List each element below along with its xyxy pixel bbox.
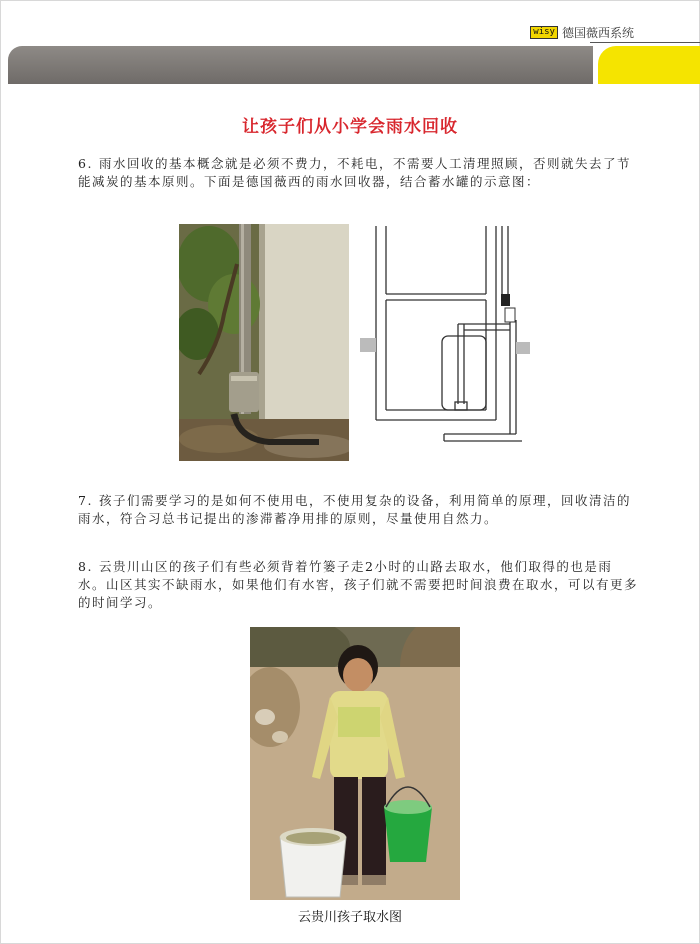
page-title: 让孩子们从小学会雨水回收	[242, 117, 458, 137]
paragraph-8	[78, 558, 638, 612]
paragraph-text: 孩子们需要学习的是如何不使用电，不使用复杂的设备，利用简单的原理，回收清洁的雨水，符合习总书记提出的渗滞蓄净用排的原则，尽量使用自然力。	[78, 493, 631, 526]
paragraph-6	[78, 155, 638, 191]
paragraph-text: 雨水回收的基本概念就是必须不费力，不耗电，不需要人工清理照顾，否则就失去了节能减炭的基本原则。下面是德国薇西的雨水回收器，结合蓄水罐的示意图：	[78, 156, 631, 189]
brand-name: 德国薇西系统	[561, 26, 634, 40]
brand	[530, 24, 634, 41]
brand-underline	[590, 42, 700, 43]
header-yellow-tab	[598, 46, 700, 84]
paragraph-number: 6.	[78, 156, 93, 171]
tank-schematic-diagram	[360, 224, 530, 456]
downpipe-photo	[179, 224, 349, 461]
paragraph-number: 7.	[78, 493, 93, 508]
child-water-photo	[250, 627, 460, 900]
photo-caption: 云贵川孩子取水图	[297, 910, 402, 925]
brand-logo: wisy	[530, 26, 558, 39]
paragraph-number: 8.	[78, 559, 93, 574]
paragraph-7	[78, 492, 638, 528]
header-gray-bar	[8, 46, 593, 84]
paragraph-text: 云贵川山区的孩子们有些必须背着竹篓子走2小时的山路去取水，他们取得的也是雨水。山区其实不缺雨水，如果他们有水窖，孩子们就不需要把时间浪费在取水，可以有更多的时间学习。	[78, 559, 639, 610]
